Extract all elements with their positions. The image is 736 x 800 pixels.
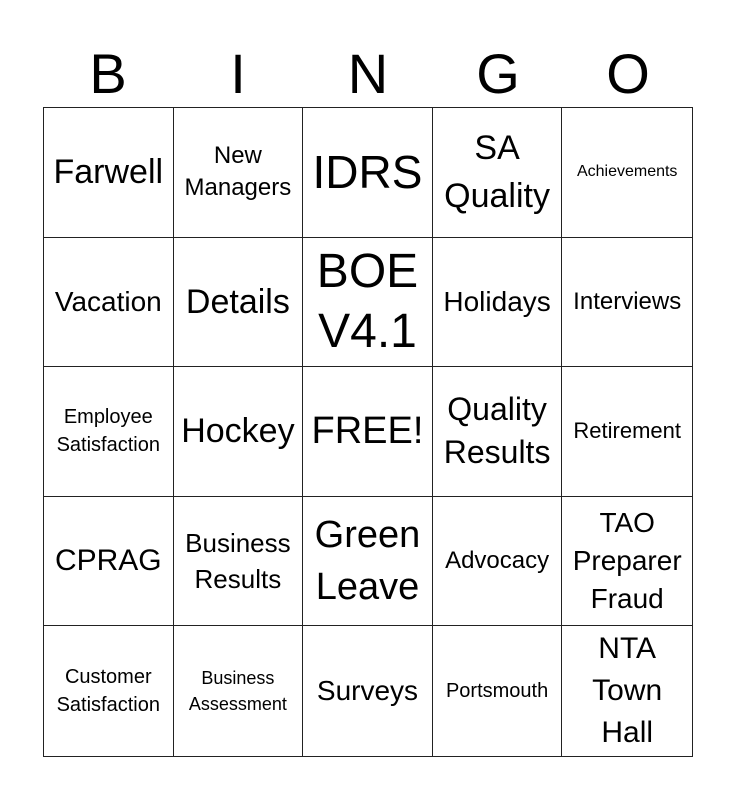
- bingo-cell-r2c2[interactable]: [174, 238, 304, 368]
- cell-text: Quality: [447, 391, 547, 428]
- cell-text: Leave: [315, 566, 420, 609]
- bingo-cell-r3c1[interactable]: [44, 367, 174, 497]
- bingo-cell-r2c5[interactable]: [562, 238, 692, 368]
- cell-text: Green: [314, 514, 421, 557]
- bingo-cell-r1c3[interactable]: [303, 108, 433, 238]
- bingo-cell-r1c1[interactable]: [44, 108, 174, 238]
- header-letter-b: B: [89, 42, 127, 105]
- bingo-cell-r5c1[interactable]: [44, 626, 174, 756]
- cell-text: Holidays: [443, 285, 551, 317]
- cell-text: Achievements: [576, 163, 678, 181]
- cell-text: Satisfaction: [56, 434, 160, 457]
- cell-text: Vacation: [54, 285, 162, 317]
- bingo-cell-r4c1[interactable]: [44, 497, 174, 627]
- bingo-cell-r4c4[interactable]: [433, 497, 563, 627]
- cell-text: NTA: [598, 632, 657, 666]
- header-letter-o: O: [606, 42, 650, 105]
- bingo-cell-r1c5[interactable]: [562, 108, 692, 238]
- cell-text: Farwell: [53, 153, 164, 192]
- cell-text: New: [213, 142, 262, 170]
- bingo-cell-r2c3[interactable]: [303, 238, 433, 368]
- cell-text: FREE!: [311, 410, 424, 453]
- cell-text: CPRAG: [54, 544, 162, 578]
- header-letter-i: I: [230, 42, 246, 105]
- cell-text: Customer: [64, 666, 152, 689]
- cell-text: V4.1: [318, 304, 417, 358]
- cell-text: Town: [592, 674, 663, 708]
- bingo-cell-r5c2[interactable]: [174, 626, 304, 756]
- bingo-cell-r4c5[interactable]: [562, 497, 692, 627]
- bingo-cell-r5c4[interactable]: [433, 626, 563, 756]
- bingo-cell-r3c3[interactable]: [303, 367, 433, 497]
- cell-text: Advocacy: [445, 547, 550, 575]
- bingo-cell-r3c2[interactable]: [174, 367, 304, 497]
- bingo-cell-r5c5[interactable]: [562, 626, 692, 756]
- cell-text: Portsmouth: [445, 680, 549, 703]
- cell-text: Employee: [63, 406, 153, 429]
- header-letter-g: G: [476, 42, 520, 105]
- cell-text: SA: [474, 129, 520, 168]
- bingo-cell-r4c2[interactable]: [174, 497, 304, 627]
- bingo-cell-r5c3[interactable]: [303, 626, 433, 756]
- bingo-header: [43, 40, 693, 108]
- cell-text: BOE: [316, 244, 419, 298]
- cell-text: Interviews: [573, 287, 682, 315]
- cell-text: Details: [185, 282, 290, 321]
- cell-text: Quality: [444, 177, 550, 216]
- cell-text: Business: [201, 668, 275, 689]
- bingo-cell-r3c4[interactable]: [433, 367, 563, 497]
- bingo-cell-r2c1[interactable]: [44, 238, 174, 368]
- cell-text: Retirement: [573, 418, 681, 444]
- cell-text: Results: [443, 434, 551, 471]
- cell-text: Business: [185, 528, 291, 559]
- cell-text: Satisfaction: [56, 694, 160, 717]
- bingo-cell-r3c5[interactable]: [562, 367, 692, 497]
- cell-text: Hockey: [181, 412, 295, 451]
- bingo-cell-r1c2[interactable]: [174, 108, 304, 238]
- cell-text: Preparer: [572, 545, 682, 577]
- cell-text: Hall: [601, 716, 654, 750]
- bingo-board: [43, 107, 693, 757]
- cell-text: TAO: [599, 507, 655, 539]
- bingo-cell-r2c4[interactable]: [433, 238, 563, 368]
- bingo-cell-r1c4[interactable]: [433, 108, 563, 238]
- cell-text: Fraud: [590, 583, 664, 615]
- cell-text: Assessment: [188, 694, 287, 715]
- header-letter-n: N: [347, 42, 389, 105]
- cell-text: IDRS: [312, 146, 423, 199]
- bingo-cell-r4c3[interactable]: [303, 497, 433, 627]
- cell-text: Managers: [184, 174, 292, 202]
- cell-text: Surveys: [316, 675, 419, 707]
- cell-text: Results: [194, 564, 282, 595]
